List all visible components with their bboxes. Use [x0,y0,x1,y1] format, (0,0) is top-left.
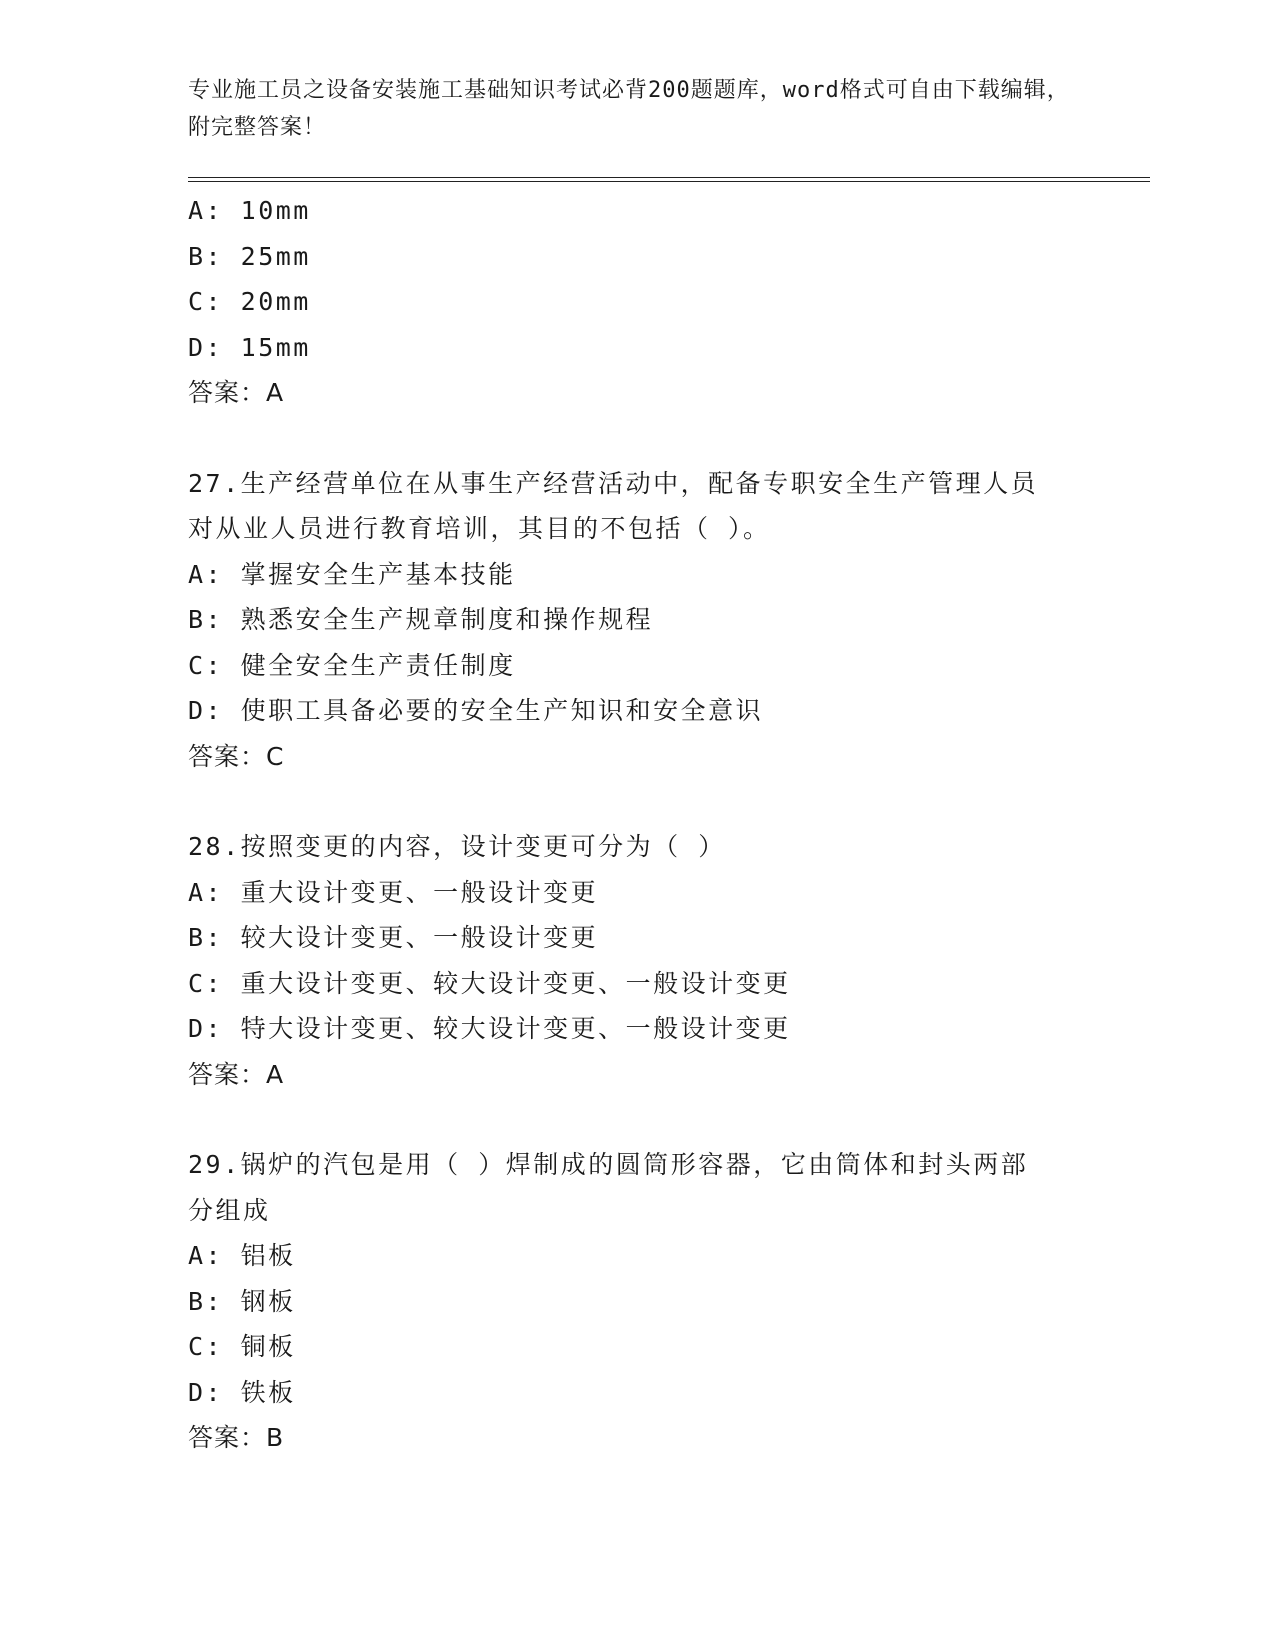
spacer [188,416,1088,461]
spacer [188,1097,1088,1142]
answer-line: 答案：A [188,1059,285,1089]
option-d: D: 特大设计变更、较大设计变更、一般设计变更 [188,1014,791,1043]
question-27-block [188,461,1088,780]
option-a: A: 10mm [188,196,311,225]
option-b: B: 25mm [188,241,311,271]
question-stem-continued: 对从业人员进行教育培训，其目的不包括（ ）。 [188,514,771,543]
option-a: A: 重大设计变更、一般设计变更 [188,877,599,907]
question-26-block [188,188,1088,416]
option-c: C: 健全安全生产责任制度 [188,650,516,680]
question-28-block [188,824,1088,1097]
option-c: C: 20mm [188,287,311,316]
option-b: B: 钢板 [188,1286,296,1316]
question-list [188,188,1088,1461]
question-stem: 29.锅炉的汽包是用（ ）焊制成的圆筒形容器，它由筒体和封头两部 [188,1150,1029,1179]
document-header-title: 专业施工员之设备安装施工基础知识考试必背200题题库，word格式可自由下载编辑，附完整答案！ [188,78,1070,140]
question-29-block [188,1142,1088,1461]
header-divider [188,177,1150,182]
answer-line: 答案：A [188,378,285,407]
option-d: D: 15mm [188,332,311,362]
question-stem: 27.生产经营单位在从事生产经营活动中，配备专职安全生产管理人员 [188,468,1039,498]
option-c: C: 铜板 [188,1332,296,1361]
option-c: C: 重大设计变更、较大设计变更、一般设计变更 [188,968,791,998]
answer-line: 答案：C [188,741,285,771]
option-b: B: 较大设计变更、一般设计变更 [188,923,599,952]
option-d: D: 铁板 [188,1377,296,1407]
option-b: B: 熟悉安全生产规章制度和操作规程 [188,605,654,634]
spacer [188,779,1088,824]
option-d: D: 使职工具备必要的安全生产知识和安全意识 [188,696,764,725]
answer-line: 答案：B [188,1423,285,1452]
option-a: A: 铝板 [188,1241,296,1270]
question-stem: 28.按照变更的内容，设计变更可分为（ ） [188,832,726,861]
option-a: A: 掌握安全生产基本技能 [188,559,516,589]
question-stem-continued: 分组成 [188,1195,271,1225]
